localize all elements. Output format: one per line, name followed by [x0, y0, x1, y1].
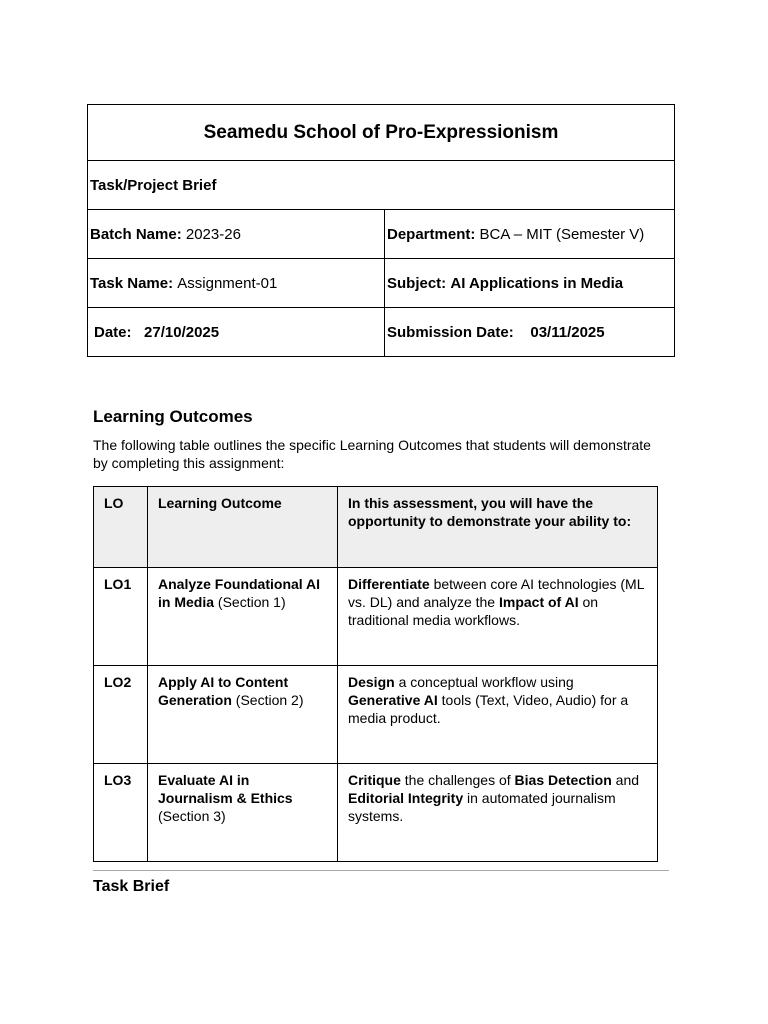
outcome-title: Evaluate AI in Journalism & Ethics [158, 772, 293, 806]
subject-cell [385, 259, 674, 307]
table-row [94, 764, 658, 862]
lo-outcome [148, 568, 338, 666]
subject-label: Subject: [387, 274, 447, 292]
lo-outcome [148, 666, 338, 764]
lo-code: LO1 [94, 568, 148, 666]
date-value: 27/10/2025 [144, 323, 220, 341]
batch-value: 2023-26 [185, 225, 241, 243]
task-value: Assignment-01 [177, 274, 278, 292]
table-header-row [94, 487, 658, 568]
desc-bold: Design [348, 674, 395, 690]
desc-bold: Bias Detection [514, 772, 612, 788]
desc-bold: Impact of AI [498, 594, 579, 610]
brief-header-table [87, 104, 675, 357]
desc-text: on traditional media workflows. [348, 594, 599, 628]
lo-description [338, 666, 658, 764]
column-header-lo: LO [94, 487, 148, 568]
submission-label: Submission Date: [387, 323, 514, 341]
desc-bold: Generative AI [348, 692, 438, 708]
date-cell [88, 308, 385, 356]
lo-description [338, 568, 658, 666]
department-label: Department: [387, 225, 476, 243]
batch-cell [88, 210, 385, 258]
column-header-ability: In this assessment, you will have the opportunity to demonstrate your ability to: [338, 487, 658, 568]
desc-text: the challenges of [400, 772, 515, 788]
desc-text: and [611, 772, 640, 788]
desc-text: in automated journalism systems. [348, 790, 616, 824]
lo-code: LO3 [94, 764, 148, 862]
department-value: BCA – MIT (Semester V) [479, 225, 645, 243]
brief-title-row [88, 160, 674, 209]
section-divider [93, 870, 669, 871]
learning-outcomes-table [93, 486, 658, 862]
school-name: Seamedu School of Pro-Expressionism [203, 121, 559, 143]
batch-department-row [88, 209, 674, 258]
learning-outcomes-intro: The following table outlines the specific Learning Outcomes that students will demonstrate by completing this assignment: [93, 437, 651, 471]
outcome-section: (Section 2) [231, 692, 304, 708]
school-title-row [88, 105, 674, 160]
outcome-section: (Section 3) [158, 808, 226, 824]
learning-outcomes-heading: Learning Outcomes [93, 407, 253, 426]
lo-description [338, 764, 658, 862]
submission-cell [385, 308, 674, 356]
task-brief-heading: Task Brief [93, 878, 170, 895]
submission-value: 03/11/2025 [530, 323, 605, 341]
dates-row [88, 307, 674, 356]
desc-text: a conceptual workflow using [394, 674, 574, 690]
task-subject-row [88, 258, 674, 307]
outcome-title: Analyze Foundational AI in Media [158, 576, 321, 610]
desc-bold: Editorial Integrity [348, 790, 464, 806]
outcome-title: Apply AI to Content Generation [158, 674, 289, 708]
table-row [94, 666, 658, 764]
brief-title: Task/Project Brief [90, 176, 217, 194]
lo-code: LO2 [94, 666, 148, 764]
desc-text: tools (Text, Video, Audio) for a media product. [348, 692, 629, 726]
date-label: Date: [94, 323, 132, 341]
desc-bold: Differentiate [348, 576, 430, 592]
column-header-outcome: Learning Outcome [148, 487, 338, 568]
desc-bold: Critique [348, 772, 401, 788]
table-row [94, 568, 658, 666]
desc-text: between core AI technologies (ML vs. DL) and analyze the [348, 576, 644, 610]
lo-outcome [148, 764, 338, 862]
task-cell [88, 259, 385, 307]
outcome-section: (Section 1) [214, 594, 286, 610]
batch-label: Batch Name: [90, 225, 182, 243]
subject-value: AI Applications in Media [450, 274, 624, 292]
task-label: Task Name: [90, 274, 174, 292]
department-cell [385, 210, 674, 258]
